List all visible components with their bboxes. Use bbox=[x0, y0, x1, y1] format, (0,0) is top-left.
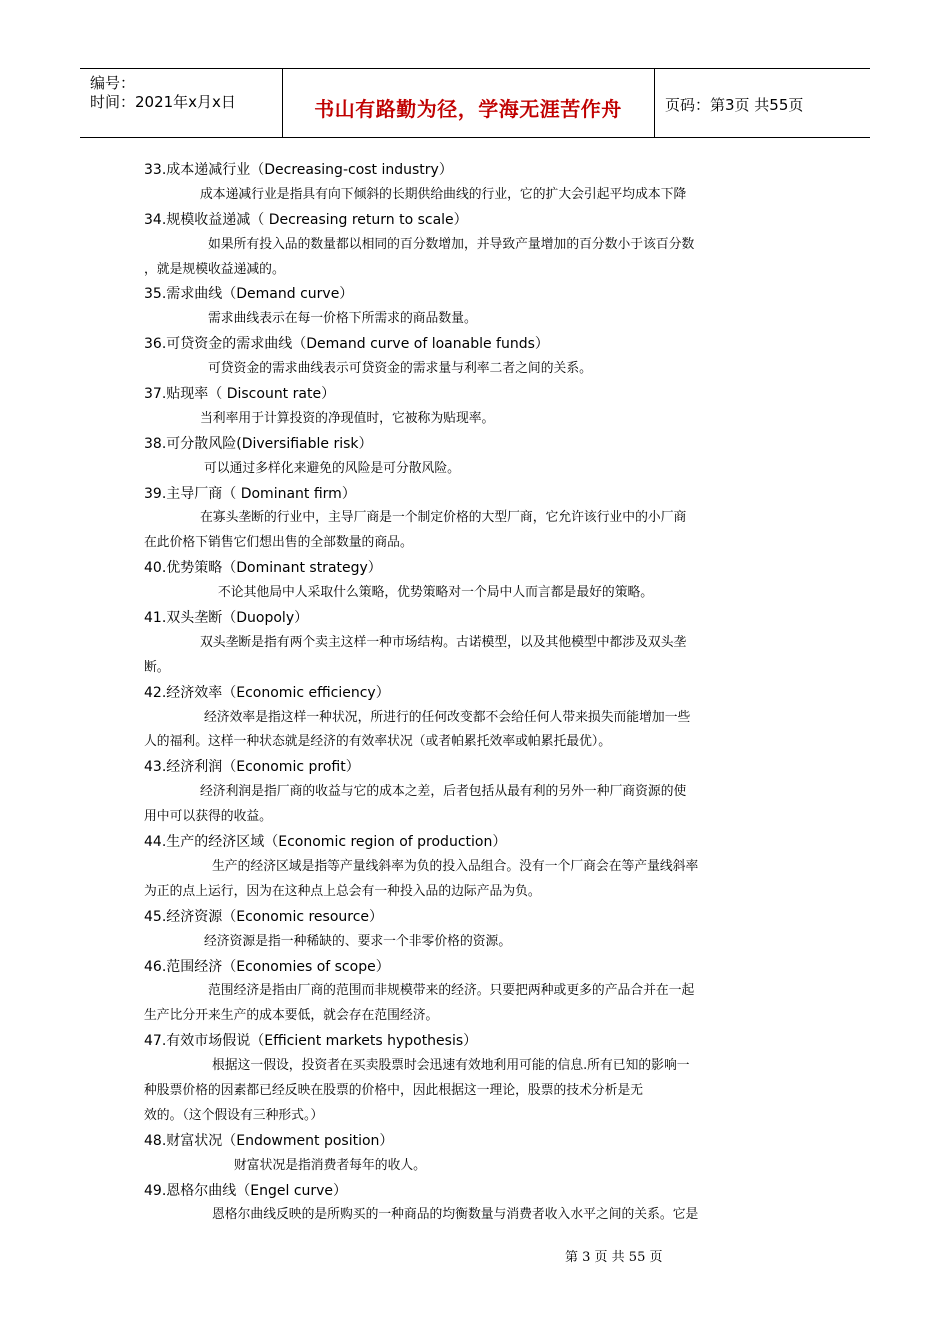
glossary-definition-line: 不论其他局中人采取什么策略，优势策略对一个局中人而言都是最好的策略。 bbox=[218, 585, 654, 601]
document-date-label: 时间：2021年x月x日 bbox=[90, 93, 236, 111]
glossary-term-heading: 41.双头垄断（Duopoly） bbox=[144, 610, 309, 627]
glossary-term-heading: 38.可分散风险(Diversifiable risk） bbox=[144, 435, 373, 452]
glossary-term-heading: 34.规模收益递减（ Decreasing return to scale） bbox=[144, 211, 468, 228]
glossary-definition-line: 范围经济是指由厂商的范围而非规模带来的经济。只要把两种或更多的产品合并在一起 bbox=[208, 983, 695, 999]
page-footer: 第 3 页 共 55 页 bbox=[565, 1250, 663, 1265]
glossary-definition-line: 可贷资金的需求曲线表示可贷资金的需求量与利率二者之间的关系。 bbox=[208, 361, 592, 377]
glossary-definition-line: 在寡头垄断的行业中，主导厂商是一个制定价格的大型厂商，它允许该行业中的小厂商 bbox=[200, 510, 687, 526]
glossary-definition-line: 用中可以获得的收益。 bbox=[144, 809, 272, 825]
glossary-definition-line: 人的福利。这样一种状态就是经济的有效率状况（或者帕累托效率或帕累托最优）。 bbox=[144, 734, 612, 750]
glossary-definition-line: 双头垄断是指有两个卖主这样一种市场结构。古诺模型，以及其他模型中都涉及双头垄 bbox=[200, 634, 687, 650]
glossary-definition-line: 可以通过多样化来避免的风险是可分散风险。 bbox=[204, 460, 460, 476]
glossary-definition-line: 生产的经济区域是指等产量线斜率为负的投入品组合。没有一个厂商会在等产量线斜率 bbox=[212, 858, 699, 874]
glossary-definition-line: 经济利润是指厂商的收益与它的成本之差，后者包括从最有利的另外一种厂商资源的使 bbox=[200, 784, 687, 800]
glossary-term-heading: 48.财富状况（Endowment position） bbox=[144, 1132, 394, 1149]
glossary-definition-line: 效的。（这个假设有三种形式。） bbox=[144, 1107, 324, 1123]
glossary-definition-line: 断。 bbox=[144, 659, 170, 675]
header-page-number: 页码：第3页 共55页 bbox=[665, 96, 804, 114]
glossary-term-heading: 49.恩格尔曲线（Engel curve） bbox=[144, 1182, 348, 1199]
glossary-definition-line: 种股票价格的因素都已经反映在股票的价格中，因此根据这一理论，股票的技术分析是无 bbox=[144, 1082, 644, 1098]
glossary-definition-line: 在此价格下销售它们想出售的全部数量的商品。 bbox=[144, 535, 413, 551]
glossary-term-heading: 36.可贷资金的需求曲线（Demand curve of loanable funds） bbox=[144, 336, 549, 353]
glossary-definition-line: 成本递减行业是指具有向下倾斜的长期供给曲线的行业，它的扩大会引起平均成本下降 bbox=[200, 186, 687, 202]
glossary-term-heading: 47.有效市场假说（Efficient markets hypothesis） bbox=[144, 1033, 478, 1050]
glossary-definition-line: 当利率用于计算投资的净现值时，它被称为贴现率。 bbox=[200, 410, 495, 426]
glossary-definition-line: 如果所有投入品的数量都以相同的百分数增加，并导致产量增加的百分数小于该百分数 bbox=[208, 236, 695, 252]
glossary-term-heading: 46.范围经济（Economies of scope） bbox=[144, 958, 390, 975]
document-number-label: 编号： bbox=[90, 74, 136, 92]
glossary-term-heading: 42.经济效率（Economic efficiency） bbox=[144, 684, 390, 701]
header-table bbox=[80, 68, 870, 138]
header-motto: 书山有路勤为径，学海无涯苦作舟 bbox=[314, 97, 622, 121]
glossary-definition-line: 经济效率是指这样一种状况，所进行的任何改变都不会给任何人带来损失而能增加一些 bbox=[204, 709, 691, 725]
glossary-term-heading: 37.贴现率（ Discount rate） bbox=[144, 386, 336, 403]
glossary-definition-line: ，就是规模收益递减的。 bbox=[144, 261, 285, 277]
glossary-definition-line: 为正的点上运行，因为在这种点上总会有一种投入品的边际产品为负。 bbox=[144, 883, 541, 899]
glossary-term-heading: 45.经济资源（Economic resource） bbox=[144, 908, 384, 925]
glossary-definition-line: 经济资源是指一种稀缺的、要求一个非零价格的资源。 bbox=[204, 933, 512, 949]
glossary-term-heading: 43.经济利润（Economic profit） bbox=[144, 759, 360, 776]
header-page-cell bbox=[655, 69, 870, 137]
glossary-body bbox=[144, 158, 764, 1228]
header-motto-cell bbox=[282, 69, 655, 137]
glossary-term-heading: 39.主导厂商（ Dominant firm） bbox=[144, 485, 356, 502]
glossary-definition-line: 根据这一假设，投资者在买卖股票时会迅速有效地利用可能的信息.所有已知的影响一 bbox=[212, 1058, 690, 1074]
glossary-definition-line: 财富状况是指消费者每年的收人。 bbox=[234, 1157, 426, 1173]
glossary-term-heading: 40.优势策略（Dominant strategy） bbox=[144, 560, 382, 577]
header-meta-cell bbox=[80, 69, 283, 137]
glossary-definition-line: 需求曲线表示在每一价格下所需求的商品数量。 bbox=[208, 311, 477, 327]
glossary-term-heading: 44.生产的经济区域（Economic region of production） bbox=[144, 834, 507, 851]
glossary-definition-line: 恩格尔曲线反映的是所购买的一种商品的均衡数量与消费者收入水平之间的关系。它是 bbox=[212, 1207, 699, 1223]
glossary-definition-line: 生产比分开来生产的成本要低，就会存在范围经济。 bbox=[144, 1008, 439, 1024]
glossary-term-heading: 35.需求曲线（Demand curve） bbox=[144, 286, 354, 303]
glossary-term-heading: 33.成本递减行业（Decreasing-cost industry） bbox=[144, 162, 453, 178]
